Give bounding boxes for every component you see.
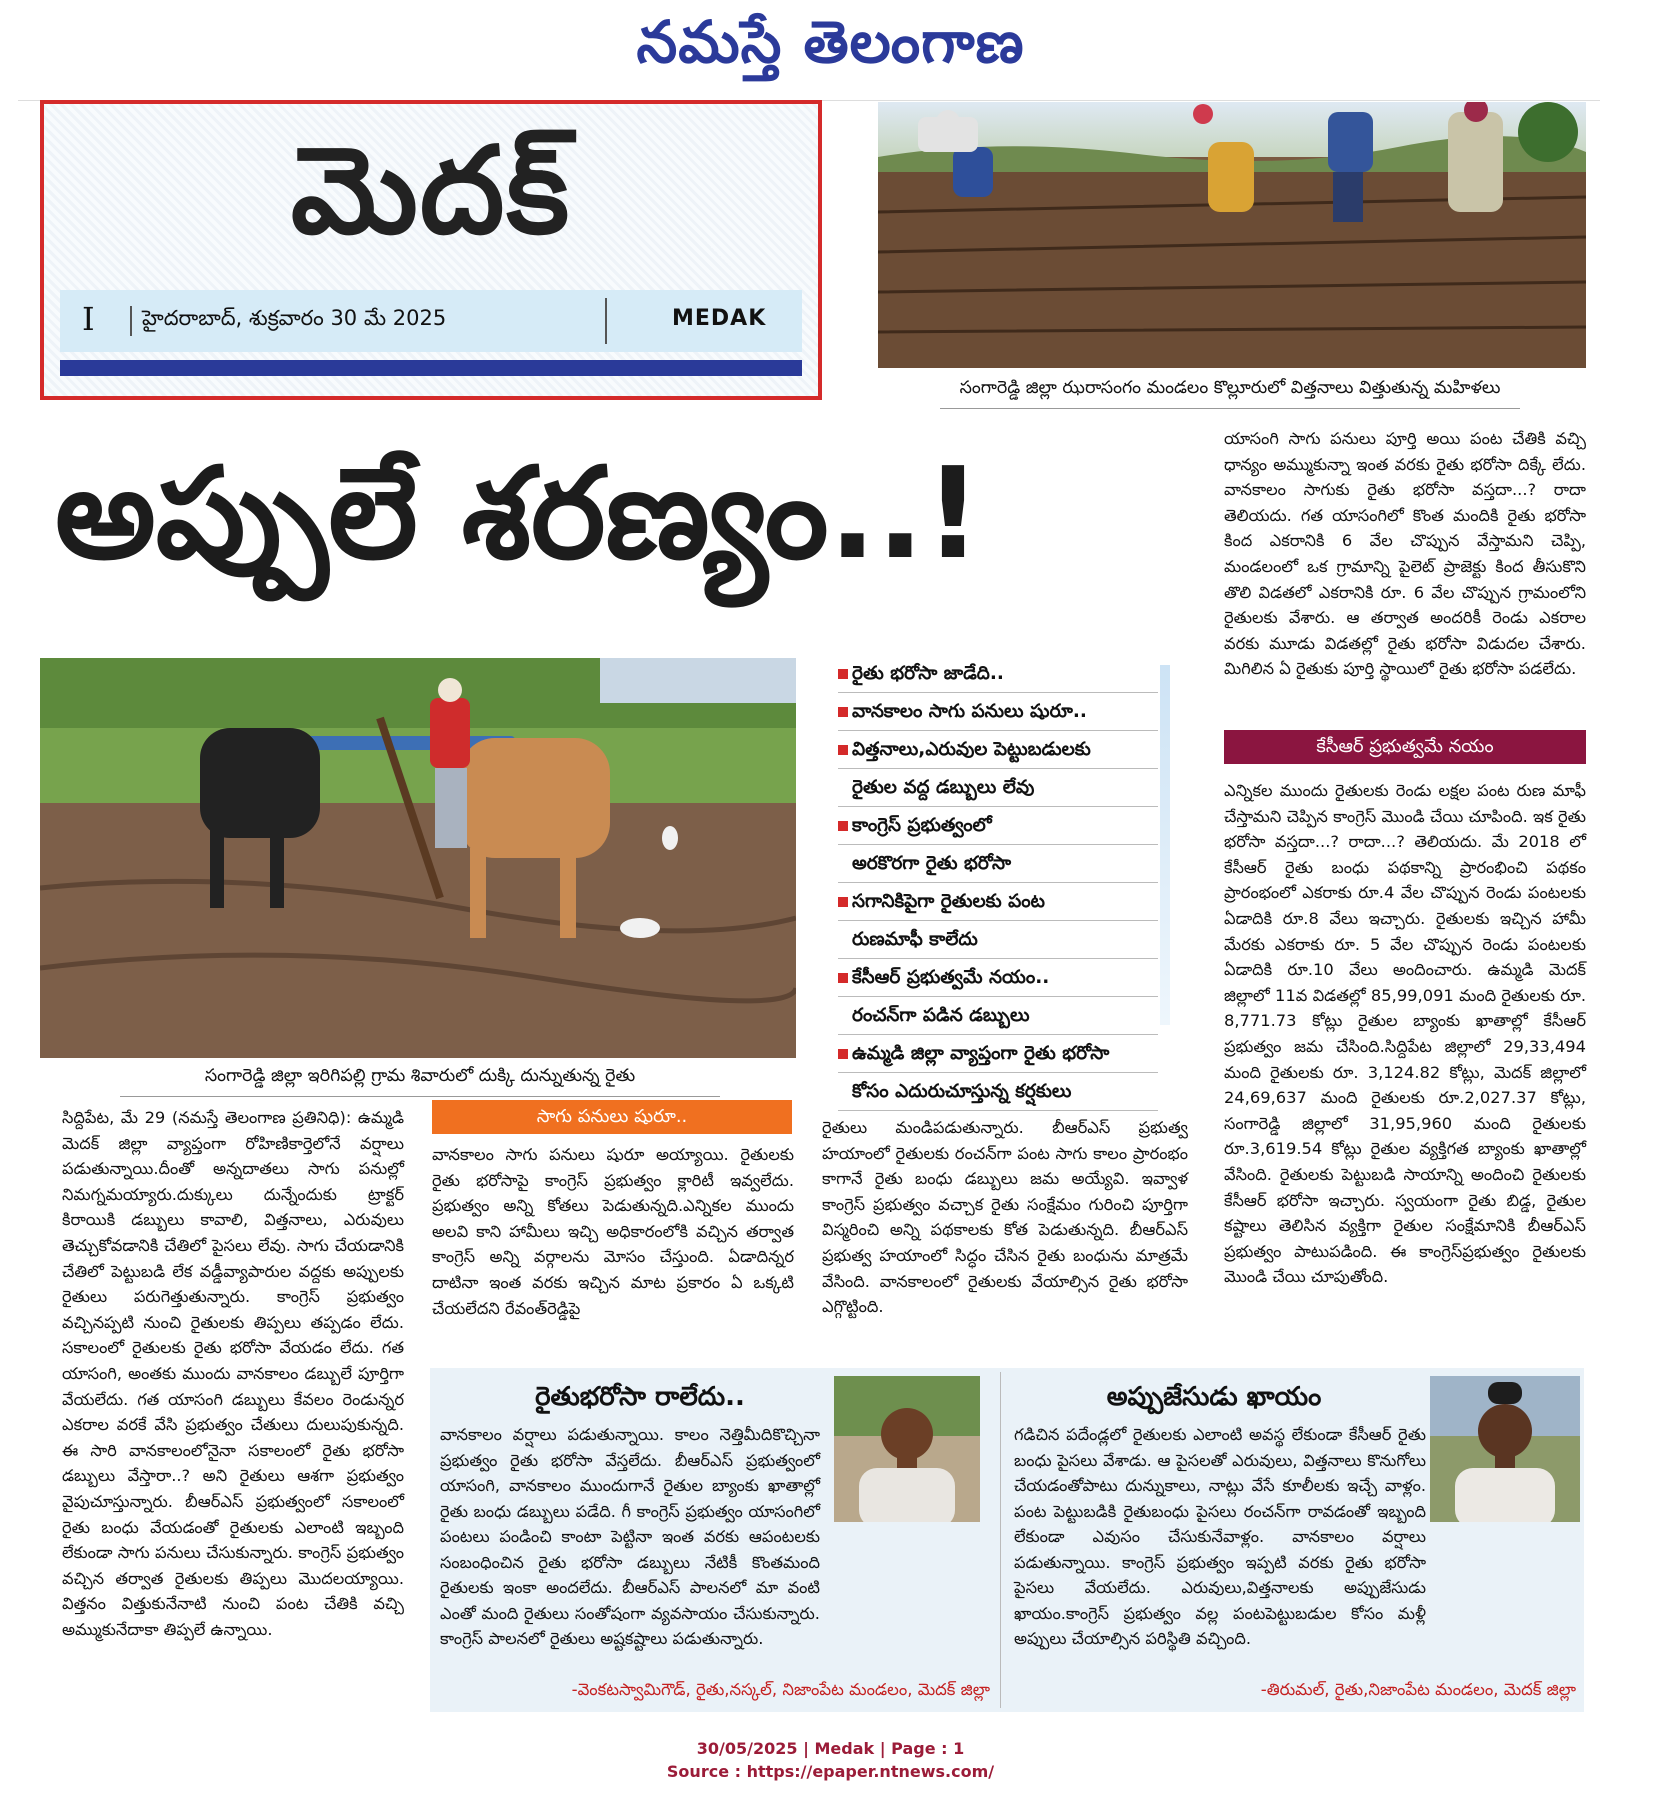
paragraph: రైతులు మండిపడుతున్నారు. బీఆర్ఎస్ ప్రభుత్వ హయాంలో రైతులకు రంచన్‌గా పంట సాగు కాలం ప్రారంభం కాగానే రైతు బంధు డబ్బులు జమ అయ్యేవి. ఇవ్వాళ కాంగ్రెస్ ప్రభుత్వం వచ్చాక రైతు సంక్షేమం గురించి పూర్తిగా విస్మరించి అన్ని పథకాలకు కోత పెడుతున్నది. బీఆర్ఎస్ ప్రభుత్వ హయాంలో సిద్ధం చేసిన రైతు బంధును మాత్రమే వేసింది. వానకాలంలో రైతులకు వేయాల్సిన రైతు భరోసా ఎగ్గొట్టింది. — [822, 1118, 1188, 1317]
date-band — [60, 290, 802, 352]
blue-bar — [60, 360, 802, 376]
highlights-list — [838, 655, 1158, 1111]
article-col-3 — [822, 1115, 1188, 1320]
highlight-item — [838, 921, 1158, 959]
quote-title: అప్పుజేసుడు ఖాయం — [1106, 1382, 1322, 1412]
paragraph: ఎన్నికల ముందు రైతులకు రెండు లక్షల పంట రుణ మాఫీ చేస్తామని చెప్పిన కాంగ్రెస్ మొండి చేయి చూపింది. ఇక రైతు భరోసా వస్తదా...? రాదా...? తెలియదు. మే 2018 లో కేసీఆర్ రైతు బంధు పథకాన్ని ప్రారంభించి పథకం ప్రారంభంలో ఎకరాకు రూ.4 వేల చొప్పున రెండు పంటలకు ఏడాదికి రూ.8 వేలు ఇచ్చారు. రైతులకు ఇచ్చిన హామీ మేరకు ఎకరాకు రూ. 5 వేల చొప్పున రెండు పంటలకు ఏడాదికి రూ.10 వేలు అందించారు. ఉమ్మడి మెదక్ జిల్లాలో 11వ విడతల్లో 85,99,091 మంది రైతులకు రూ. 8,771.73 కోట్లు రైతుల బ్యాంకు ఖాతాల్లో కేసీఆర్ ప్రభుత్వం జమ చేసింది.సిద్దిపేట జిల్లాలో 29,33,494 మంది రైతులకు రూ. 3,124.82 కోట్లు, మెదక్ జిల్లాలో 24,69,637 మంది రైతులకు రూ.2,027.37 కోట్లు, సంగారెడ్డి జిల్లాలో 31,95,960 మంది రైతులకు రూ.3,619.54 కోట్లు రైతుల వ్యక్తిగత బ్యాంకు ఖాతాల్లో వేసింది. రైతులకు పెట్టుబడి సాయాన్ని అందించి రైతులకు కేసీఆర్ భరోసా ఇచ్చారు. స్వయంగా రైతు బిడ్డ, రైతుల కష్టాలు తెలిసిన వ్యక్తిగా రైతుల సంక్షేమానికి బీఆర్ఎస్ ప్రభుత్వం పాటుపడింది. ఈ కాంగ్రెస్‌ప్రభుత్వం రైతులకు మొండి చేయి చూపుతోంది. — [1224, 781, 1586, 1287]
article-right-bottom — [1224, 778, 1586, 1290]
paragraph: వానకాలం వర్షాలు పడుతున్నాయి. కాలం నెత్తిమీదికొచ్చినా ప్రభుత్వం రైతు భరోసా వేస్తలేదు. బీఆర్ఎస్ ప్రభుత్వంలో యాసంగి, వానకాలం ముందుగానే రైతుల బ్యాంకు ఖాతాల్లో రైతు బంధు డబ్బులు పడేది. గీ కాంగ్రెస్ ప్రభుత్వం యాసంగిలో పంటలు పండించి కాంటా పెట్టినా ఇంత వరకు ఆపంటలకు సంబంధించిన రైతు భరోసా డబ్బులు నేటికీ కొంతమంది రైతులకు ఇంకా అందలేదు. బీఆర్ఎస్ పాలనలో మా వంటి ఎంతో మంది రైతులు సంతోషంగా వ్యవసాయం చేసుకున్నారు. కాంగ్రెస్ పాలనలో రైతులు అష్టకష్టాలు పడుతున్నారు. — [440, 1425, 820, 1648]
article-right-top — [1224, 426, 1586, 682]
quote-body — [440, 1422, 820, 1652]
bullet-square-icon — [838, 897, 848, 907]
quote-body — [1014, 1422, 1426, 1652]
edition-label: MEDAK — [672, 306, 767, 331]
highlight-item — [838, 731, 1158, 769]
highlight-item — [838, 1073, 1158, 1111]
article-col-1 — [62, 1105, 404, 1642]
farmer-portrait — [834, 1376, 980, 1522]
bullet-square-icon — [838, 973, 848, 983]
paragraph: యాసంగి సాగు పనులు పూర్తి అయి పంట చేతికి వచ్చి ధాన్యం అమ్ముకున్నా ఇంత వరకు రైతు భరోసా దిక్కే లేదు. వానకాలం సాగుకు రైతు భరోసా వస్తదా...? రాదా తెలియదు. గత యాసంగిలో కొంత మందికి రైతు భరోసా కింద ఎకరానికి 6 వేల చొప్పున వేస్తామని చెప్పి, మండలంలో ఒక గ్రామాన్ని పైలెట్ ప్రాజెక్టు కింద తీసుకొని తొలి విడతలో ఎకరానికి రూ. 6 వేల చొప్పున గ్రామంలోని రైతులకు వేశారు. ఆ తర్వాత అందరికీ రెండు ఎకరాల వరకు మూడు విడతల్లో రైతు భరోసా విడుదల చేశారు. మిగిలిన ఏ రైతుకు పూర్తి స్థాయిలో రైతు భరోసా పడలేదు. — [1224, 429, 1586, 679]
bullet-square-icon — [838, 669, 848, 679]
bullet-square-icon — [838, 1049, 848, 1059]
subheading: సాగు పనులు షురూ.. — [432, 1100, 792, 1134]
highlight-item — [838, 997, 1158, 1035]
paragraph: సిద్దిపేట, మే 29 (నమస్తే తెలంగాణ ప్రతినిధి): ఉమ్మడి మెదక్ జిల్లా వ్యాప్తంగా రోహిణికార్తెలోనే వర్షాలు పడుతున్నాయి.దీంతో అన్నదాతలు సాగు పనుల్లో నిమగ్నమయ్యారు.దుక్కులు దున్నేందుకు ట్రాక్టర్ కిరాయికి డబ్బులు కావాలి, విత్తనాలు, ఎరువులు తెచ్చుకోవడానికి చేతిలో పైసలు లేవు. సాగు చేయడానికి చేతిలో పెట్టుబడి లేక వడ్డీవ్యాపారుల వద్దకు అప్పులకు రైతులు పరుగెత్తుతున్నారు. కాంగ్రెస్ ప్రభుత్వం వచ్చినప్పటి నుంచి రైతులకు తిప్పలు తప్పడం లేదు. సకాలంలో రైతులకు రైతు భరోసా వేయడం లేదు. గత యాసంగి, అంతకు ముందు వానకాలం డబ్బులే పూర్తిగా వేయలేదు. గత యాసంగి డబ్బులు కేవలం రెండున్నర ఎకరాల వరకే వేసి ప్రభుత్వం చేతులు దులుపుకున్నది. ఈ సారి వానకాలంలోనైనా సకాలంలో రైతు భరోసా డబ్బులు వేస్తారా..? అని రైతులు ఆశగా ప్రభుత్వం వైపుచూస్తున్నారు. బీఆర్ఎస్ ప్రభుత్వంలో సకాలంలో రైతు బంధు వేయడంతో రైతులకు ఎలాంటి ఇబ్బంది లేకుండా సాగు పనులు చేసుకున్నారు. కాంగ్రెస్ ప్రభుత్వం వచ్చిన తర్వాత రైతులకు తిప్పలు మొదలయ్యాయి. విత్తనం విత్తుకునేనాటి నుంచి పంట చేతికి వచ్చి అమ్ముకునేదాకా తిప్పలే ఉన్నాయి. — [62, 1108, 404, 1639]
article-col-2 — [432, 1142, 794, 1321]
highlight-text: రంచన్‌గా పడిన డబ్బులు — [852, 1005, 1030, 1026]
issue-roman: I — [82, 300, 95, 338]
quote-title: రైతుభరోసా రాలేదు.. — [535, 1382, 745, 1412]
bullet-square-icon — [838, 821, 848, 831]
paragraph: గడిచిన పదేండ్లలో రైతులకు ఎలాంటి అవస్థ లేకుండా కేసీఆర్ రైతు బంధు పైసలు వేశాడు. ఆ పైసలతో ఎరువులు, విత్తనాలు కొనుగోలు చేయడంతోపాటు దున్నుకాలు, నాట్లు వేసే కూలీలకు ఇచ్చే వాళ్లం. పంట పెట్టుబడికి రైతుబంధు పైసలు రంచన్‌గా రావడంతో ఇబ్బంది లేకుండా ఎవుసం చేసుకునేవాళ్లం. వానకాలం వర్షాలు పడుతున్నాయి. కాంగ్రెస్ ప్రభుత్వం ఇప్పటి వరకు రైతు భరోసా పైసలు వేయలేదు. ఎరువులు,విత్తనాలకు అప్పుజేసుడు ఖాయం.కాంగ్రెస్ ప్రభుత్వం వల్ల పంటపెట్టుబడుల కోసం మళ్లీ అప్పులు చేయాల్సిన పరిస్థితి వచ్చింది. — [1014, 1425, 1426, 1648]
photo-women-sowing — [878, 102, 1586, 368]
issue-date: హైదరాబాద్, శుక్రవారం 30 మే 2025 — [130, 306, 446, 336]
highlight-text: అరకొరగా రైతు భరోసా — [852, 853, 1012, 874]
page-footer — [0, 1737, 1661, 1783]
footer-date-line: 30/05/2025 | Medak | Page : 1 — [696, 1739, 965, 1758]
decorative-strip — [1160, 665, 1170, 1025]
edition-title: మెదక్ — [290, 122, 572, 261]
highlight-item — [838, 959, 1158, 997]
highlight-text: రైతుల వద్ద డబ్బులు లేవు — [852, 777, 1035, 798]
subheading: కేసీఆర్ ప్రభుత్వమే నయం — [1224, 730, 1586, 764]
highlight-item — [838, 1035, 1158, 1073]
highlight-text: ఉమ్మడి జిల్లా వ్యాప్తంగా రైతు భరోసా — [852, 1043, 1110, 1064]
footer-source-line: Source : https://epaper.ntnews.com/ — [666, 1762, 995, 1781]
edition-box — [40, 100, 822, 400]
photo-caption: సంగారెడ్డి జిల్లా ఇరిగిపల్లి గ్రామ శివారులో దుక్కి దున్నుతున్న రైతు — [120, 1066, 720, 1097]
highlight-text: వానకాలం సాగు పనులు షురూ.. — [852, 701, 1087, 722]
highlight-item — [838, 845, 1158, 883]
photo-caption: సంగారెడ్డి జిల్లా ఝరాసంగం మండలం కొల్లూరులో విత్తనాలు విత్తుతున్న మహిళలు — [940, 378, 1520, 409]
farmer-portrait — [1430, 1376, 1580, 1522]
divider — [605, 298, 607, 344]
highlight-item — [838, 883, 1158, 921]
divider — [1000, 1372, 1001, 1708]
highlight-text: సగానికిపైగా రైతులకు పంట — [852, 891, 1045, 912]
highlight-text: విత్తనాలు,ఎరువుల పెట్టుబడులకు — [852, 739, 1091, 760]
highlight-text: కేసీఆర్ ప్రభుత్వమే నయం.. — [852, 967, 1050, 988]
quote-signature: -తిరుమల్, రైతు,నిజాంపేట మండలం, మెదక్ జిల్లా — [1260, 1680, 1576, 1699]
headline: అప్పులే శరణ్యం..! — [55, 440, 982, 587]
highlight-item — [838, 769, 1158, 807]
highlight-text: కోసం ఎదురుచూస్తున్న కర్షకులు — [852, 1081, 1072, 1102]
highlight-text: కాంగ్రెస్ ప్రభుత్వంలో — [852, 815, 992, 836]
bullet-square-icon — [838, 707, 848, 717]
highlight-item — [838, 807, 1158, 845]
paragraph: వానకాలం సాగు పనులు షురూ అయ్యాయి. రైతులకు రైతు భరోసాపై కాంగ్రెస్ ప్రభుత్వం క్లారిటీ ఇవ్వలేదు. ప్రభుత్వం అన్ని కోతలు పెడుతున్నది.ఎన్నికల ముందు అలవి కాని హామీలు ఇచ్చి అధికారంలోకి వచ్చిన తర్వాత కాంగ్రెస్ అన్ని వర్గాలను మోసం చేస్తుంది. ఏడాదిన్నర దాటినా ఇంత వరకు ఇచ్చిన మాట ప్రకారం ఏ ఒక్కటి చేయలేదని రేవంత్‌రెడ్డిపై — [432, 1145, 794, 1318]
quote-signature: -వెంకటస్వామిగౌడ్, రైతు,నస్కల్, నిజాంపేట మండలం, మెదక్ జిల్లా — [571, 1680, 990, 1699]
highlight-item — [838, 655, 1158, 693]
highlight-item — [838, 693, 1158, 731]
highlight-text: రుణమాఫీ కాలేదు — [852, 929, 978, 950]
bullet-square-icon — [838, 745, 848, 755]
highlight-text: రైతు భరోసా జాడేది.. — [852, 663, 1004, 684]
photo-farmer-ploughing — [40, 658, 796, 1058]
masthead-logo: నమస్తే తెలంగాణ — [636, 8, 1025, 76]
